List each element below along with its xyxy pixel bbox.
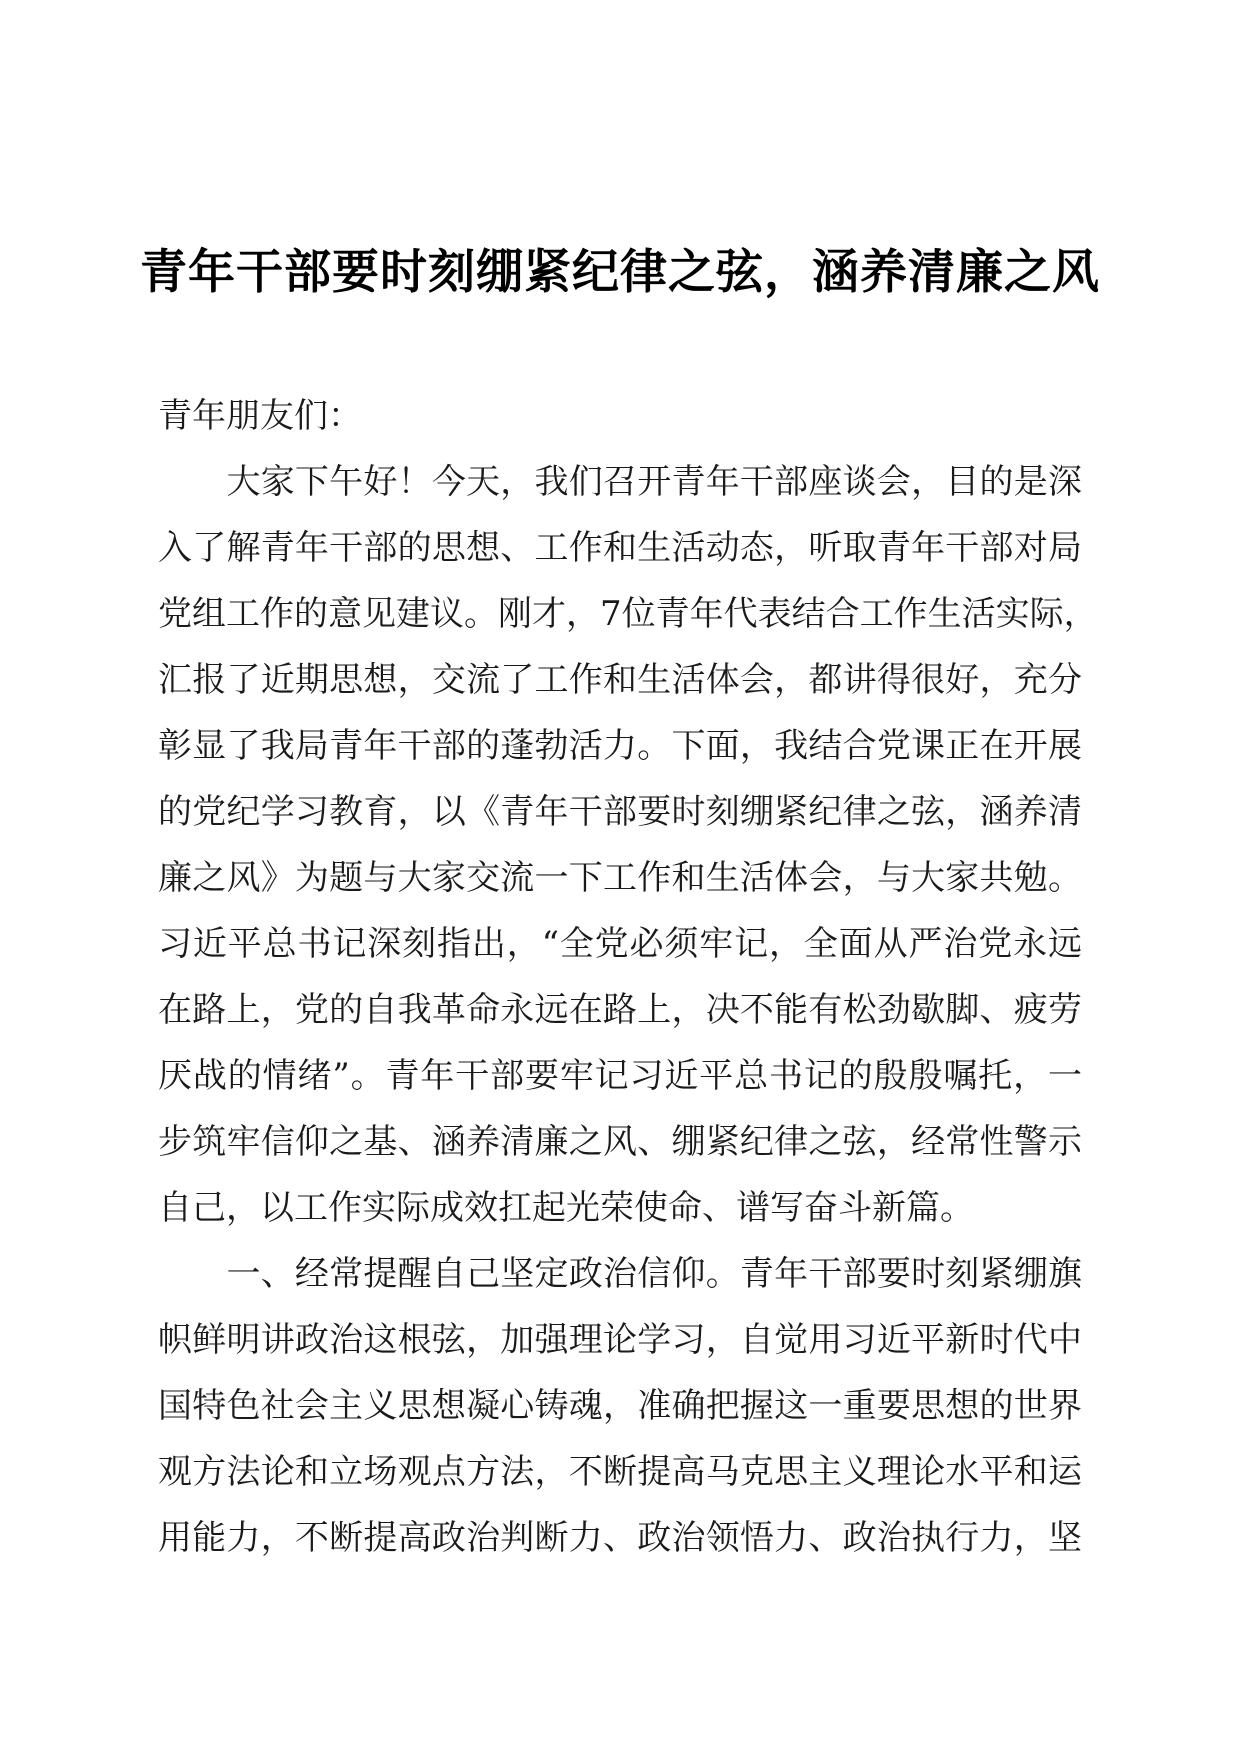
body-line: 廉之风》为题与大家交流一下工作和生活体会，与大家共勉。 — [158, 858, 1082, 898]
body-line: 彰显了我局青年干部的蓬勃活力。下面，我结合党课正在开展 — [158, 726, 1082, 766]
body-line: 的党纪学习教育，以《青年干部要时刻绷紧纪律之弦，涵养清 — [158, 792, 1082, 832]
body-line: 入了解青年干部的思想、工作和生活动态，听取青年干部对局 — [158, 528, 1082, 568]
body-line: 国特色社会主义思想凝心铸魂，准确把握这一重要思想的世界 — [158, 1386, 1082, 1426]
body-line: 汇报了近期思想，交流了工作和生活体会，都讲得很好，充分 — [158, 660, 1082, 700]
body-line: 用能力，不断提高政治判断力、政治领悟力、政治执行力，坚 — [158, 1518, 1082, 1558]
document-body — [158, 383, 1098, 1571]
document-title: 青年干部要时刻绷紧纪律之弦，涵养清廉之风 — [140, 245, 1100, 300]
body-line: 一、经常提醒自己坚定政治信仰。青年干部要时刻紧绷旗 — [158, 1254, 1082, 1294]
greeting: 青年朋友们： — [158, 396, 362, 436]
body-line: 帜鲜明讲政治这根弦，加强理论学习，自觉用习近平新时代中 — [158, 1320, 1082, 1360]
body-line: 党组工作的意见建议。刚才，7位青年代表结合工作生活实际， — [158, 594, 1098, 634]
body-line: 大家下午好！今天，我们召开青年干部座谈会，目的是深 — [158, 462, 1082, 502]
body-line: 习近平总书记深刻指出，“全党必须牢记，全面从严治党永远 — [158, 924, 1082, 964]
body-line: 在路上，党的自我革命永远在路上，决不能有松劲歇脚、疲劳 — [158, 990, 1082, 1030]
body-line: 步筑牢信仰之基、涵养清廉之风、绷紧纪律之弦，经常性警示 — [158, 1122, 1082, 1162]
body-line: 自己，以工作实际成效扛起光荣使命、谱写奋斗新篇。 — [158, 1188, 974, 1228]
body-line: 厌战的情绪”。青年干部要牢记习近平总书记的殷殷嘱托，一 — [158, 1056, 1082, 1096]
body-line: 观方法论和立场观点方法，不断提高马克思主义理论水平和运 — [158, 1452, 1082, 1492]
